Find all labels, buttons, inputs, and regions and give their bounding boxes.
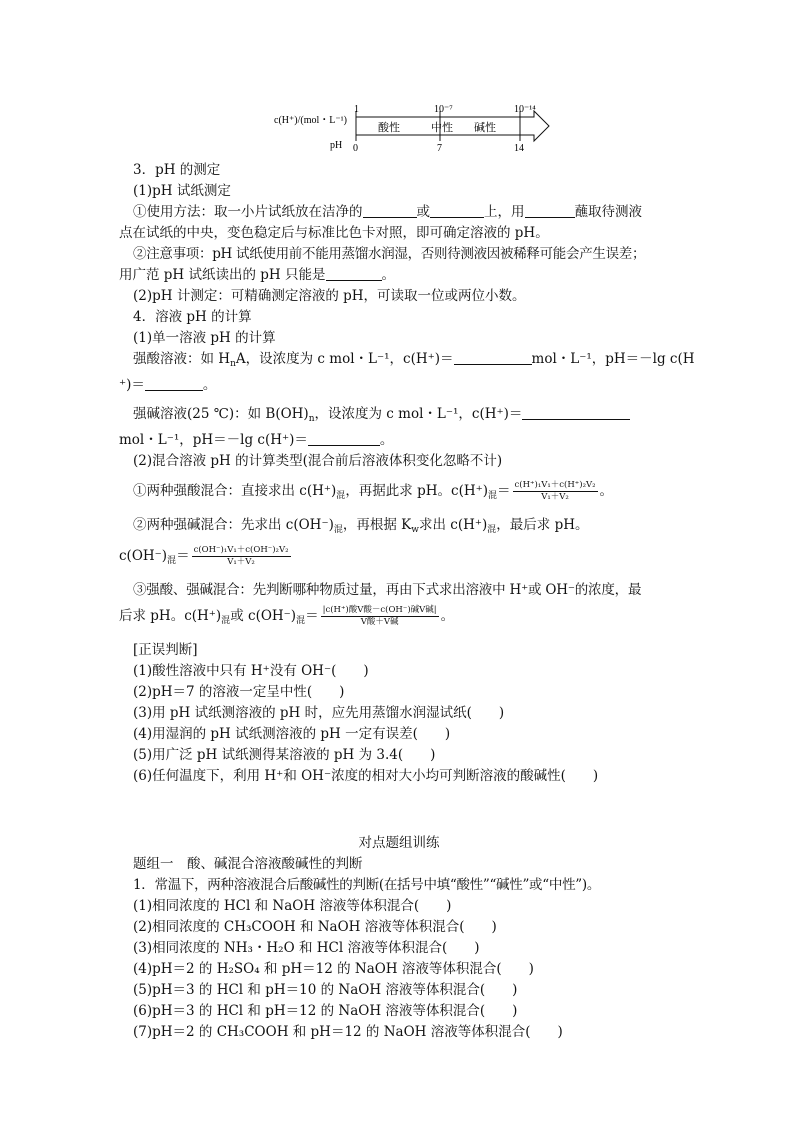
section-4-2: (2)混合溶液 pH 的计算类型(混合前后溶液体积变化忽略不计) xyxy=(133,453,503,469)
blank-5[interactable] xyxy=(454,350,532,365)
top-tick-14: 10⁻¹⁴ xyxy=(514,104,536,115)
practice-title: 对点题组训练 xyxy=(358,835,440,851)
mix-acid-base-fraction: $\frac{\text{|c(H⁺)酸V酸－c(OH⁻)碱V碱|}}{\text{V酸＋V碱}}$ xyxy=(322,605,437,627)
practice-item: (3)相同浓度的 NH₃・H₂O 和 HCl 溶液等体积混合( ) xyxy=(133,940,480,956)
mix-acid-base-line: ③强酸、强碱混合：先判断哪种物质过量，再由下式求出溶液中 H⁺或 OH⁻的浓度，最 xyxy=(133,582,642,598)
bottom-tick-7: 7 xyxy=(437,143,442,154)
judge-item: (6)任何温度下，利用 H⁺和 OH⁻浓度的相对大小均可判断溶液的酸碱性( ) xyxy=(133,768,599,784)
region-base: 碱性 xyxy=(474,122,496,134)
judge-item: (4)用湿润的 pH 试纸测溶液的 pH 一定有误差( ) xyxy=(133,726,451,742)
judge-item: (1)酸性溶液中只有 H⁺没有 OH⁻( ) xyxy=(133,663,369,679)
section-4-title: 4．溶液 pH 的计算 xyxy=(133,309,252,325)
mix-acid-fraction: $\frac{\text{c(H⁺)₁V₁＋c(H⁺)₂V₂}}{\text{V₁＋V₂}}$ xyxy=(514,480,596,502)
practice-item: (1)相同浓度的 HCl 和 NaOH 溶液等体积混合( ) xyxy=(133,898,452,914)
section-4-1: (1)单一溶液 pH 的计算 xyxy=(133,330,276,346)
strong-acid-line-2: ⁺)＝ 。 xyxy=(119,377,217,393)
judge-item: (5)用广泛 pH 试纸测得某溶液的 pH 为 3.4( ) xyxy=(133,747,436,763)
blank-3[interactable] xyxy=(525,203,575,218)
top-tick-7: 10⁻⁷ xyxy=(434,104,453,115)
judge-item: (2)pH＝7 的溶液一定呈中性( ) xyxy=(133,684,345,700)
judge-heading: [正误判断] xyxy=(133,642,198,658)
strong-base-line-2: mol・L⁻¹，pH＝－lg c(H⁺)＝ 。 xyxy=(119,432,394,448)
strong-acid-line: 强酸溶液：如 $H_nA$，设浓度为 c mol・L⁻¹，c(H⁺)＝ mol・L⁻¹，pH＝－lg c(H xyxy=(133,351,695,369)
blank-4[interactable] xyxy=(326,266,382,281)
caution-line: ②注意事项：pH 试纸使用前不能用蒸馏水润湿，否则待测液因被稀释可能会产生误差； xyxy=(133,246,646,262)
practice-item: (7)pH＝2 的 CH₃COOH 和 pH＝12 的 NaOH 溶液等体积混合( ) xyxy=(133,1024,563,1040)
section-3-2: (2)pH 计测定：可精确测定溶液的 pH，可读取一位或两位小数。 xyxy=(133,288,526,304)
blank-6[interactable] xyxy=(145,376,203,391)
main-content xyxy=(119,160,695,1043)
practice-item: (5)pH＝3 的 HCl 和 pH＝10 的 NaOH 溶液等体积混合( ) xyxy=(133,982,518,998)
usage-line: ①使用方法：取一小片试纸放在洁净的 或 上，用 蘸取待测液 xyxy=(133,204,642,220)
ph-scale-diagram xyxy=(0,0,794,160)
judge-item: (3)用 pH 试纸测溶液的 pH 时，应先用蒸馏水润湿试纸( ) xyxy=(133,705,505,721)
practice-item: (4)pH＝2 的 H₂SO₄ 和 pH＝12 的 NaOH 溶液等体积混合( ) xyxy=(133,961,534,977)
mix-base-formula: $c(OH^-)_混=$ $\frac{\text{c(OH⁻)₁V₁＋c(OH⁻)₂V₂}}{\text{V₁＋V₂}}$ xyxy=(119,545,289,567)
practice-question: 1．常温下，两种溶液混合后酸碱性的判断(在括号中填“酸性”“碱性”或“中性”)。 xyxy=(133,877,601,893)
practice-item: (6)pH＝3 的 HCl 和 pH＝12 的 NaOH 溶液等体积混合( ) xyxy=(133,1003,518,1019)
practice-group: 题组一 酸、碱混合溶液酸碱性的判断 xyxy=(133,856,363,872)
c-axis-label: c(H⁺)/(mol・L⁻¹) xyxy=(274,115,347,126)
ph-axis-label: pH xyxy=(330,140,343,151)
mix-acid-base-formula: 后求 pH。$c(H^+)_混$或 $c(OH^-)_混=$ $\frac{\text{|c(H⁺)酸V酸－c(OH⁻)碱V碱|}}{\text{V酸＋V碱}}$ 。 xyxy=(119,605,455,627)
bottom-tick-14: 14 xyxy=(514,143,524,154)
blank-1[interactable] xyxy=(363,203,417,218)
blank-2[interactable] xyxy=(430,203,484,218)
caution-line-2: 用广范 pH 试纸读出的 pH 只能是 。 xyxy=(119,267,395,283)
section-3-title: 3．pH 的测定 xyxy=(133,162,221,178)
region-acid: 酸性 xyxy=(378,122,400,134)
bottom-tick-0: 0 xyxy=(353,143,358,154)
usage-line-2: 点在试纸的中央，变色稳定后与标准比色卡对照，即可确定溶液的 pH。 xyxy=(119,225,549,241)
mix-base-fraction: $\frac{\text{c(OH⁻)₁V₁＋c(OH⁻)₂V₂}}{\text{V₁＋V₂}}$ xyxy=(193,545,289,567)
top-tick-1: 1 xyxy=(354,104,359,115)
mix-base-line: ②两种强碱混合：先求出 $c(OH^-)_混$，再根据 $K_w$求出 $c(H^+)_混$，最后求 pH。 xyxy=(133,517,589,535)
region-neutral: 中性 xyxy=(431,122,453,134)
mix-acid-line: ①两种强酸混合：直接求出 $c(H^+)_混$，再据此求 pH。$c(H^+)_混=$ $\frac{\text{c(H⁺)₁V₁＋c(H⁺)₂V₂}}{\text{V₁＋V₂}}$ 。 xyxy=(133,480,614,502)
practice-item: (2)相同浓度的 CH₃COOH 和 NaOH 溶液等体积混合( ) xyxy=(133,919,497,935)
blank-8[interactable] xyxy=(308,431,380,446)
strong-base-line: 强碱溶液(25 ℃)：如 $B(OH)_n$，设浓度为 c mol・L⁻¹，c(H⁺)＝ xyxy=(119,404,679,430)
section-3-1: (1)pH 试纸测定 xyxy=(133,183,231,199)
blank-7[interactable] xyxy=(522,405,630,420)
